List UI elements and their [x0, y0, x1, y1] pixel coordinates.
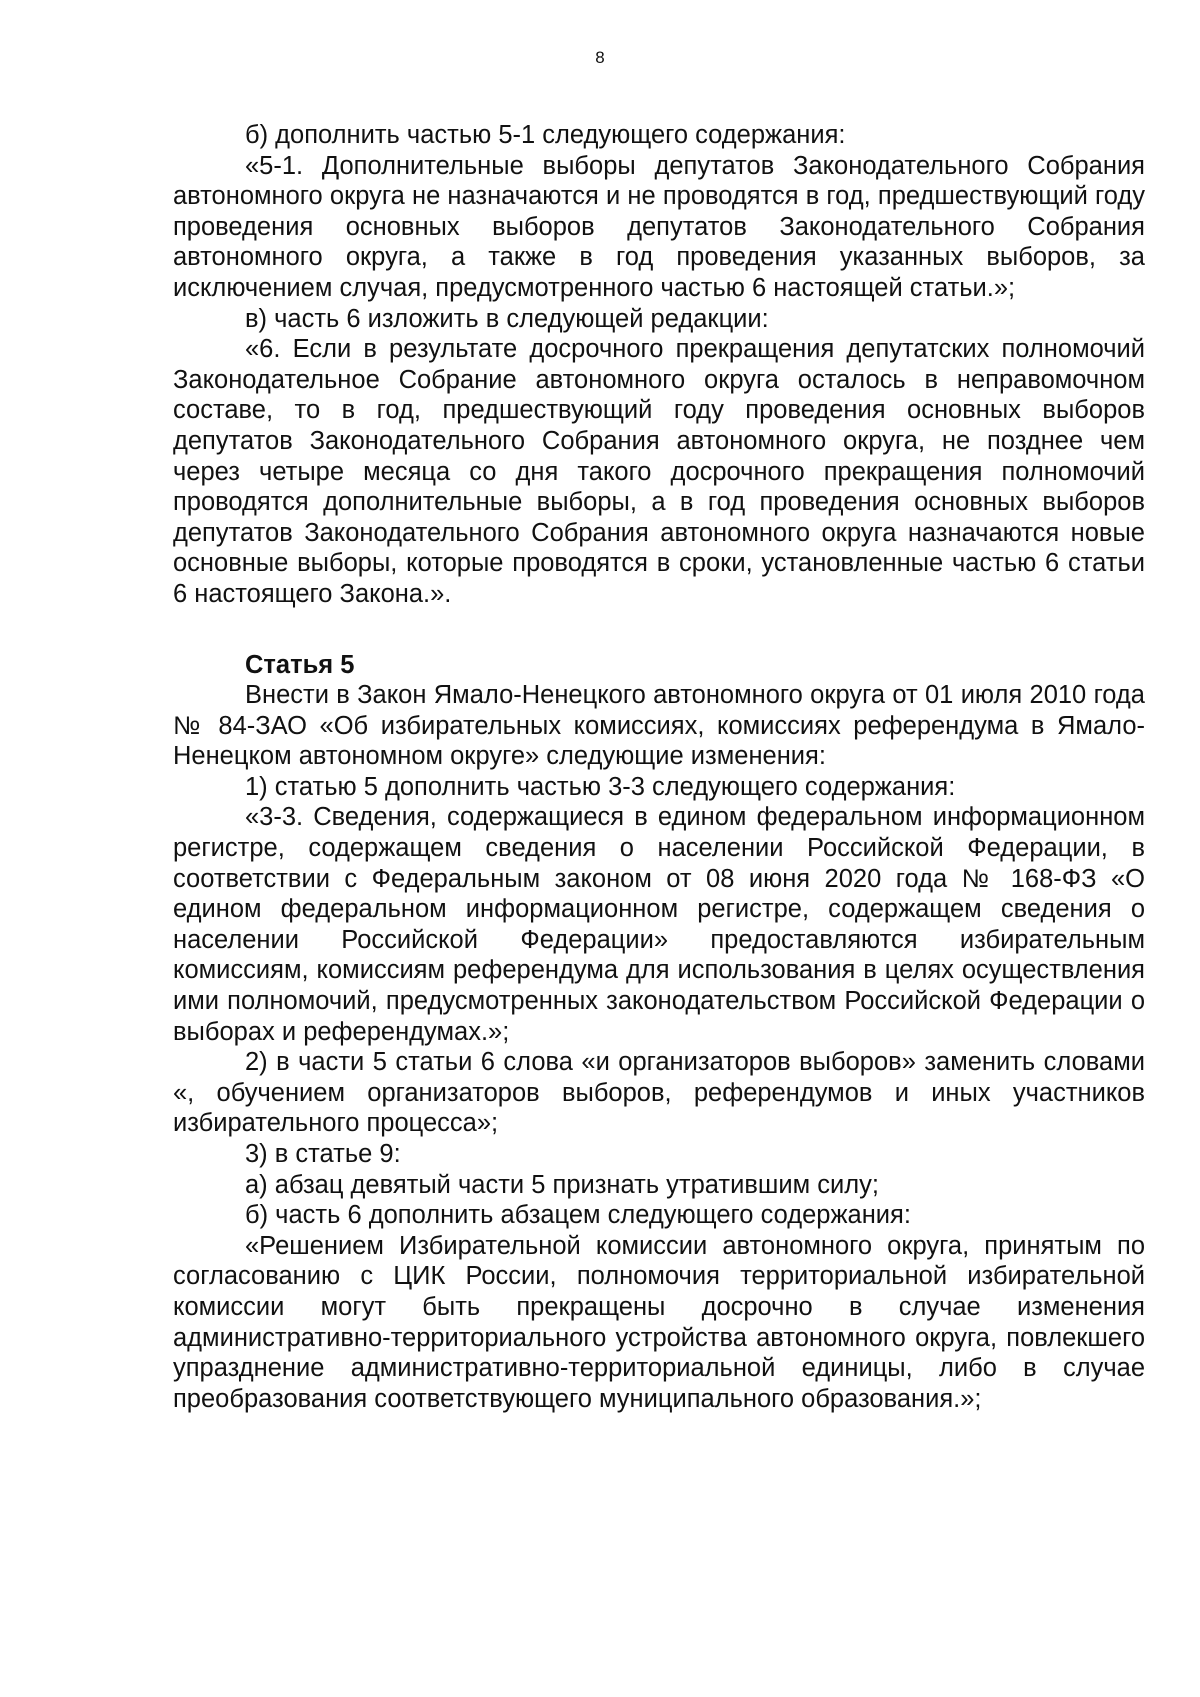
- paragraph: 1) статью 5 дополнить частью 3-3 следующего содержания:: [245, 772, 956, 801]
- page-number: 8: [595, 48, 605, 67]
- paragraph: 2) в части 5 статьи 6 слова «и организаторов выборов» заменить словами «, обучением организаторов выборов, референдумов и иных участников избирательного процесса»;: [173, 1048, 1145, 1138]
- document-body: [173, 120, 1145, 1414]
- paragraph: «3-3. Сведения, содержащиеся в едином федеральном информационном регистре, содержащем сведения о населении Российской Федерации, в соответствии с Федеральным законом от 08 июня 2020 года № 168-ФЗ «О едином федеральном информационном регистре, содержащем сведения о населении Российской Федерации» предоставляются избирательным комиссиям, комиссиям референдума для использования в целях осуществления ими полномочий, предусмотренных законодательством Российской Федерации о выборах и референдумах.»;: [173, 803, 1145, 1046]
- paragraph: б) часть 6 дополнить абзацем следующего содержания:: [245, 1201, 911, 1230]
- paragraph: в) часть 6 изложить в следующей редакции:: [245, 304, 769, 333]
- paragraph: «5-1. Дополнительные выборы депутатов Законодательного Собрания автономного округа не назначаются и не проводятся в год, предшествующий году проведения основных выборов депутатов Законодательного Собрания автономного округа, а также в год проведения указанных выборов, за исключением случая, предусмотренного частью 6 настоящей статьи.»;: [173, 151, 1145, 302]
- paragraph: б) дополнить частью 5-1 следующего содержания:: [245, 121, 846, 149]
- paragraph: 3) в статье 9:: [245, 1140, 401, 1168]
- paragraph: а) абзац девятый части 5 признать утратившим силу;: [245, 1170, 879, 1199]
- paragraph: Внести в Закон Ямало-Ненецкого автономного округа от 01 июля 2010 года № 84-ЗАО «Об избирательных комиссиях, комиссиях референдума в Ямало-Ненецком автономном округе» следующие изменения:: [173, 681, 1145, 771]
- article-heading: Статья 5: [245, 650, 355, 679]
- paragraph: «6. Если в результате досрочного прекращения депутатских полномочий Законодательное Собрание автономного округа осталось в неправомочном составе, то в год, предшествующий году проведения основных выборов депутатов Законодательного Собрания автономного округа, не позднее чем через четыре месяца со дня такого досрочного прекращения полномочий проводятся дополнительные выборы, а в год проведения основных выборов депутатов Законодательного Собрания автономного округа назначаются новые основные выборы, которые проводятся в сроки, установленные частью 6 статьи 6 настоящего Закона.».: [173, 335, 1145, 608]
- paragraph: «Решением Избирательной комиссии автономного округа, принятым по согласованию с ЦИК России, полномочия территориальной избирательной комиссии могут быть прекращены досрочно в случае изменения административно-территориального устройства автономного округа, повлекшего упразднение административно-территориальной единицы, либо в случае преобразования соответствующего муниципального образования.»;: [173, 1231, 1145, 1413]
